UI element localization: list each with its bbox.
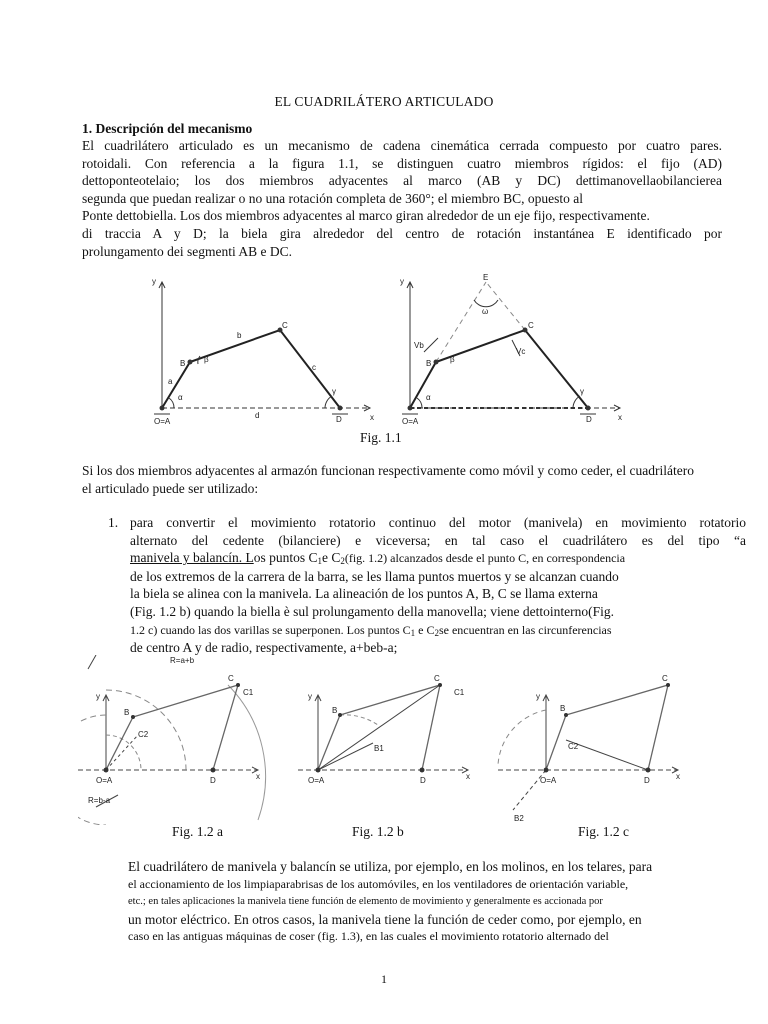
paragraph-2 [82,462,742,497]
page-number: 1 [381,972,387,986]
text-run: (fig. 1.2) alcanzados desde el punto C, en correspondencia [344,551,626,566]
label-c: c [312,363,316,372]
label-vc: Vc [516,347,526,356]
intro-line: segunda que puedan realizar o no una rotación completa de 360°; el miembro BC, opuesto al [82,190,583,206]
label-a: a [168,377,173,386]
label-y: y [400,277,404,286]
list-line: de los extremos de la carrera de la barra, se les llama puntos muertos y se alcanzan cuando [130,568,619,584]
label-x: x [618,413,622,422]
paragraph-3 [128,858,728,946]
intro-line: El cuadrilátero articulado es un mecanismo de cadena cinemática cerrada compuesto por cuatro pares. [82,138,722,153]
text-run: os puntos C [253,550,318,566]
label-alpha: α [178,393,183,402]
list-line [130,549,746,568]
list-line: (Fig. 1.2 b) quando la biella è sul prolungamento della manovella; viene dettointerno(Fig. [130,603,615,619]
fig-1-2b-caption: Fig. 1.2 b [352,824,404,839]
label-radius-diff: R=b-a [88,796,111,805]
label-origin: O=A [540,776,557,785]
para2-line: el articulado puede ser utilizado: [82,480,259,496]
label-origin: O=A [308,776,325,785]
label-B1: B1 [374,744,384,753]
label-y: y [152,277,156,286]
list-line [130,621,746,640]
label-C2: C2 [568,742,579,751]
label-B2: B2 [514,814,524,823]
list-body [130,514,746,657]
para3-line: un motor eléctrico. En otros casos, la manivela tiene la función de ceder como, por ejemplo, en [128,911,642,927]
list-line: para convertir el movimiento rotatorio continuo del motor (manivela) en movimiento rotatorio [130,515,746,530]
label-D: D [586,415,592,424]
label-origin: O=A [402,417,419,426]
label-omega: ω [482,307,489,316]
para3-line: etc.; en tales aplicaciones la manivela tiene función de elemento de movimiento y generalmente es accionada por [128,896,603,908]
text-run: se encuentran en las circunferencias [438,622,612,637]
label-alpha: α [426,393,431,402]
label-beta: β [450,355,455,364]
underlined-text: manivela y balancín. L [130,550,254,566]
text-run: e C [415,622,435,637]
label-origin: O=A [96,776,113,785]
intro-line: dettoponteotelaio; los dos miembros adyacentes al marco (AB y DC) dettimanovellaobilancierea [82,173,722,189]
label-C: C [662,674,668,683]
list-line: la biela se alinea con la manivela. La alineación de los puntos A, B, C se llama externa [130,586,598,602]
section-heading: 1. Descripción del mecanismo [82,121,253,136]
intro-line: Ponte dettobiella. Los dos miembros adyacentes al marco giran alrededor de un eje fijo, respectivamente. [82,208,650,224]
label-y: y [536,692,540,701]
page-title: EL CUADRILÁTERO ARTICULADO [274,94,494,109]
linkage-right [410,330,588,408]
para3-line: el accionamiento de los limpiaparabrisas de los automóviles, en los ventiladores de orientación variable, [128,876,629,891]
subscript: 1 [317,556,322,567]
list-line: alternato del cedente (bilanciere) e viceversa; en tal caso el cuadrilátero es del tipo “a [130,532,746,548]
subscript: 1 [410,627,416,638]
label-B: B [560,704,566,713]
label-C: C [228,674,234,683]
label-gamma: γ [332,387,336,396]
label-y: y [96,692,100,701]
label-x: x [676,772,680,781]
para2-line: Si los dos miembros adyacentes al armazón funcionan respectivamente como móvil y como ceder, el cuadrilátero [82,463,694,478]
fig-1-1-caption: Fig. 1.1 [360,430,402,445]
para3-line: El cuadrilátero de manivela y balancín se utiliza, por ejemplo, en los molinos, en los telares, para [128,859,653,874]
intro-line: prolungamento dei segmenti AB e DC. [82,243,292,259]
figure-1-2 [78,655,688,825]
intro-line: di traccia A y D; la biela gira alrededor del centro de rotación instantánea E identificado por [82,225,722,241]
label-D: D [644,776,650,785]
figure-1-1 [140,270,640,430]
label-origin: O=A [154,417,171,426]
list-line: de centro A y de radio, respectivamente, a+beb-a; [130,640,398,656]
label-C2: C2 [138,730,149,739]
label-D: D [210,776,216,785]
label-C: C [282,321,288,330]
label-B: B [426,359,432,368]
list-number: 1. [108,515,119,530]
label-vb: Vb [414,341,424,350]
label-d: d [255,411,260,420]
label-B: B [332,706,338,715]
label-beta: β [204,355,209,364]
fig-1-2a-caption: Fig. 1.2 a [172,824,224,839]
intro-paragraph [82,137,722,260]
text-run: e C [321,550,341,566]
label-B: B [124,708,130,717]
fig-1-2c-caption: Fig. 1.2 c [578,824,630,839]
label-D: D [336,415,342,424]
label-C1: C1 [243,688,254,697]
label-C: C [434,674,440,683]
label-x: x [256,772,260,781]
intro-line: rotoidali. Con referencia a la figura 1.1, se distinguen cuatro miembros rígidos: el fijo (AD) [82,155,722,171]
label-radius-sum: R=a+b [170,656,195,665]
para3-line: caso en las antiguas máquinas de coser (fig. 1.3), en las cuales el movimiento rotatorio alternado del [128,929,609,944]
label-C: C [528,321,534,330]
label-D: D [420,776,426,785]
label-gamma: γ [580,387,584,396]
label-x: x [466,772,470,781]
label-C1: C1 [454,688,465,697]
label-B: B [180,359,186,368]
text-run: 1.2 c) cuando las dos varillas se superponen. Los puntos C [130,622,411,637]
label-y: y [308,692,312,701]
label-x: x [370,413,374,422]
label-E: E [483,273,489,282]
label-b: b [237,331,242,340]
subscript: 2 [340,556,345,567]
subscript: 2 [434,627,439,638]
